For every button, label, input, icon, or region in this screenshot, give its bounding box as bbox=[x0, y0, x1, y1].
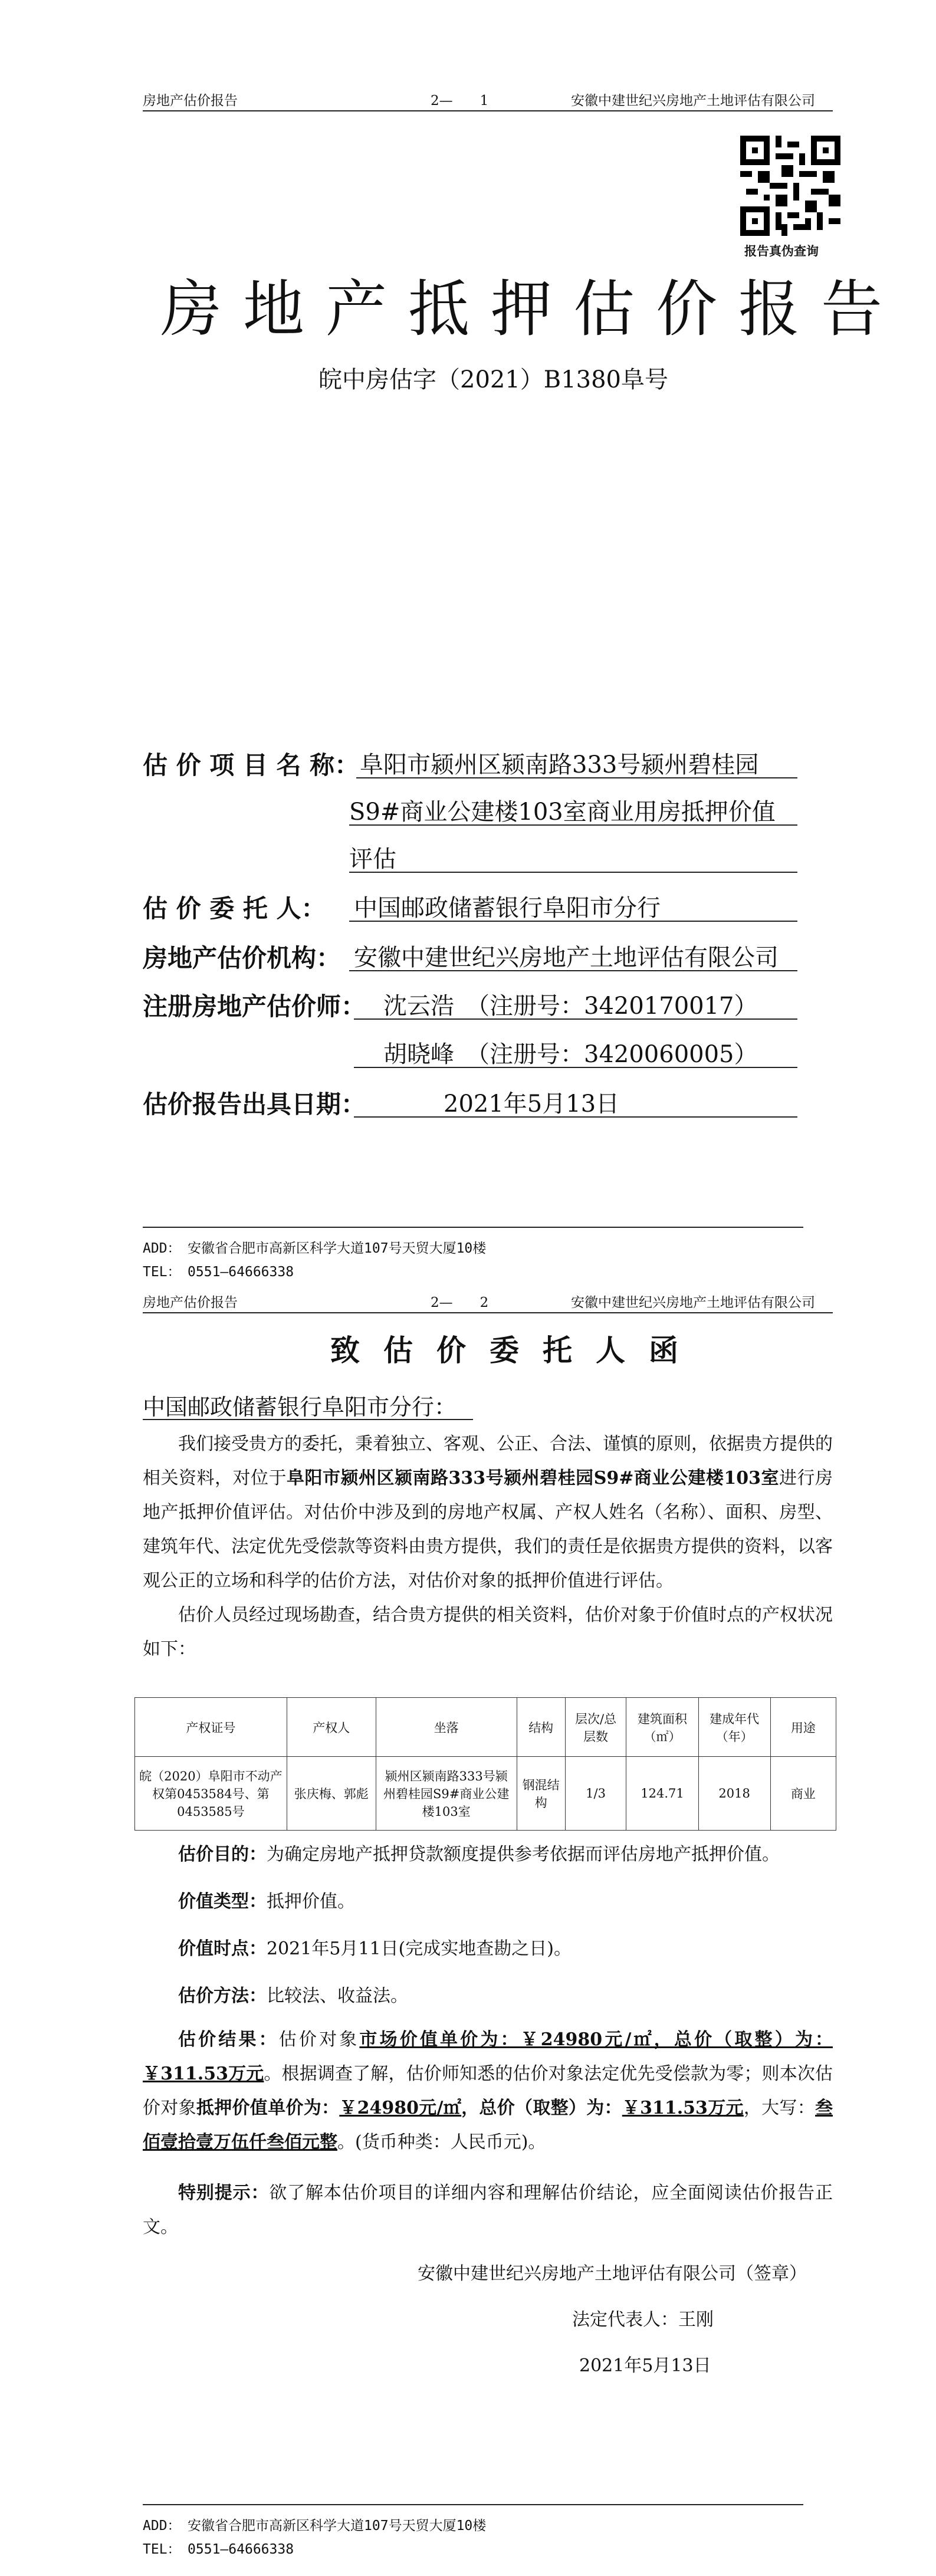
agency-label: 房地产估价机构： bbox=[143, 944, 341, 972]
agency-value: 安徽中建世纪兴房地产土地评估有限公司 bbox=[354, 944, 779, 971]
method-label: 估价方法： bbox=[178, 1986, 267, 2006]
cell-usage: 商业 bbox=[770, 1757, 836, 1831]
cell-floors: 1/3 bbox=[565, 1757, 626, 1831]
th-area: 建筑面积（㎡） bbox=[626, 1698, 698, 1757]
result-text-3: 。根据调查了解，估价师知悉的估价对象法定优先受偿款为零；则本次估价对象 bbox=[143, 2064, 833, 2118]
cell-owner: 张庆梅、郭彪 bbox=[287, 1757, 376, 1831]
special-tip bbox=[143, 2176, 833, 2245]
result-label: 估价结果： bbox=[178, 2029, 279, 2050]
signature-representative: 法定代表人：王刚 bbox=[572, 2309, 714, 2330]
appraiser-1: 沈云浩 （注册号：3420170017） bbox=[383, 993, 758, 1020]
method-line bbox=[178, 1979, 408, 2013]
value-time-line bbox=[178, 1932, 572, 1966]
mortgage-total-label: ，总价（取整）为： bbox=[461, 2098, 622, 2118]
underline bbox=[354, 1116, 797, 1118]
issue-date-label: 估价报告出具日期： bbox=[143, 1090, 366, 1119]
th-structure: 结构 bbox=[517, 1698, 565, 1757]
appraiser-2: 胡晓峰 （注册号：3420060005） bbox=[383, 1041, 758, 1068]
value-time-value: 2021年5月11日(完成实地查勘之日)。 bbox=[267, 1938, 572, 1959]
paragraph-status: 估价人员经过现场勘查，结合贵方提供的相关资料，估价对象于价值时点的产权状况如下： bbox=[143, 1605, 833, 1660]
qr-caption: 报告真伪查询 bbox=[744, 244, 819, 258]
header-page-number: 2— 2 bbox=[431, 1295, 489, 1310]
cell-cert-no: 皖（2020）阜阳市不动产权第0453584号、第0453585号 bbox=[135, 1757, 287, 1831]
signature-date: 2021年5月13日 bbox=[579, 2355, 711, 2376]
cell-built-year: 2018 bbox=[698, 1757, 770, 1831]
underline bbox=[349, 824, 797, 826]
tip-value: 欲了解本估价项目的详细内容和理解估价结论，应全面阅读估价报告正文。 bbox=[143, 2183, 833, 2237]
addressee: 中国邮政储蓄银行阜阳市分行： bbox=[143, 1394, 457, 1420]
footer-address: ADD： 安徽省合肥市高新区科学大道107号天贸大厦10楼 bbox=[143, 1241, 487, 1256]
th-location: 坐落 bbox=[376, 1698, 517, 1757]
header-left: 房地产估价报告 bbox=[143, 1295, 238, 1310]
client-label: 估 价 委 托 人： bbox=[143, 894, 326, 923]
value-type-value: 抵押价值。 bbox=[267, 1891, 355, 1912]
header-right: 安徽中建世纪兴房地产土地评估有限公司 bbox=[571, 1295, 815, 1310]
appraiser-label: 注册房地产估价师： bbox=[143, 992, 366, 1021]
result-paragraph bbox=[143, 2023, 833, 2160]
qr-code[interactable] bbox=[740, 136, 840, 238]
cell-location: 颍州区颍南路333号颍州碧桂园S9#商业公建楼103室 bbox=[376, 1757, 517, 1831]
client-value: 中国邮政储蓄银行阜阳市分行 bbox=[354, 895, 661, 922]
footer-rule bbox=[143, 2504, 803, 2505]
th-owner: 产权人 bbox=[287, 1698, 376, 1757]
header-rule bbox=[143, 110, 833, 111]
header-rule bbox=[143, 1312, 833, 1313]
header-left: 房地产估价报告 bbox=[143, 93, 238, 109]
value-time-label: 价值时点： bbox=[178, 1938, 267, 1959]
project-name-label: 估 价 项 目 名 称： bbox=[143, 751, 360, 780]
underline bbox=[354, 1018, 797, 1020]
method-value: 比较法、收益法。 bbox=[267, 1986, 408, 2006]
intro-text-c: 进行房地产抵押价值评估。对估价中涉及到的房地产权属、产权人姓名（名称）、面积、房型、建筑年代、法定优先受偿款等资料由贵方提供，我们的责任是依据贵方提供的资料，以客观公正的立场和科学的估价方法，对估价对象的抵押价值进行评估。 bbox=[143, 1468, 833, 1591]
footer-address: ADD： 安徽省合肥市高新区科学大道107号天贸大厦10楼 bbox=[143, 2518, 487, 2534]
header-page-number: 2— 1 bbox=[431, 93, 489, 109]
result-text-1: 估价对象 bbox=[278, 2029, 360, 2050]
mortgage-unit-label: 抵押价值单价为： bbox=[196, 2098, 340, 2118]
intro-subject-address: 阜阳市颍州区颍南路333号颍州碧桂园S9#商业公建楼103室 bbox=[287, 1468, 780, 1489]
purpose-label: 估价目的： bbox=[178, 1844, 267, 1865]
purpose-value: 为确定房地产抵押贷款额度提供参考依据而评估房地产抵押价值。 bbox=[267, 1844, 780, 1865]
property-table bbox=[134, 1697, 836, 1831]
issue-date-value: 2021年5月13日 bbox=[444, 1090, 620, 1118]
th-usage: 用途 bbox=[770, 1698, 836, 1757]
mortgage-unit-price: ￥24980元/㎡ bbox=[339, 2098, 462, 2118]
underline bbox=[356, 777, 797, 778]
th-built-year: 建成年代（年） bbox=[698, 1698, 770, 1757]
footer-tel: TEL： 0551—64666338 bbox=[143, 2542, 294, 2557]
cell-structure: 钢混结构 bbox=[517, 1757, 565, 1831]
report-number: 皖中房估字（2021）B1380阜号 bbox=[318, 366, 668, 393]
underline bbox=[143, 1419, 473, 1420]
table-header-row bbox=[135, 1698, 836, 1757]
report-title: 房地产抵押估价报告 bbox=[160, 273, 904, 345]
letter-title: 致估价委托人函 bbox=[330, 1333, 702, 1368]
paragraph-intro bbox=[143, 1427, 833, 1598]
project-name-line-2: S9#商业公建楼103室商业用房抵押价值 bbox=[349, 799, 776, 826]
value-type-label: 价值类型： bbox=[178, 1891, 267, 1912]
result-text-8: ，大写： bbox=[743, 2098, 816, 2118]
mortgage-total: ￥311.53万元 bbox=[622, 2098, 744, 2118]
result-text-10: 。(货币种类：人民币元)。 bbox=[337, 2132, 546, 2153]
header-right: 安徽中建世纪兴房地产土地评估有限公司 bbox=[571, 93, 815, 109]
purpose-line bbox=[178, 1838, 833, 1872]
project-name-line-1: 阜阳市颍州区颍南路333号颍州碧桂园 bbox=[360, 751, 759, 778]
underline bbox=[349, 970, 797, 971]
intro-text-a: 我们接受贵方的委托，秉着独立、客观、公正、合法、谨慎的原则，依据贵方提供的相关资料，对位于 bbox=[143, 1434, 833, 1489]
th-floors: 层次/总层数 bbox=[565, 1698, 626, 1757]
underline bbox=[349, 872, 797, 873]
th-cert-no: 产权证号 bbox=[135, 1698, 287, 1757]
tip-label: 特别提示： bbox=[178, 2183, 270, 2203]
underline bbox=[349, 921, 797, 922]
underline bbox=[354, 1067, 797, 1068]
table-row bbox=[135, 1757, 836, 1831]
footer-rule bbox=[143, 1227, 803, 1228]
cell-area: 124.71 bbox=[626, 1757, 698, 1831]
market-value: 市场价值单价为：￥24980元/㎡，总价（取整）为：￥311.53万元 bbox=[143, 2029, 833, 2084]
project-name-line-3: 评估 bbox=[349, 846, 396, 873]
signature-company: 安徽中建世纪兴房地产土地评估有限公司（签章） bbox=[418, 2263, 807, 2284]
mortgage-total-uppercase: 叁佰壹拾壹万伍仟叁佰元整 bbox=[143, 2098, 833, 2153]
value-type-line bbox=[178, 1885, 355, 1919]
qr-code-icon bbox=[740, 136, 840, 236]
footer-tel: TEL： 0551—64666338 bbox=[143, 1264, 294, 1280]
